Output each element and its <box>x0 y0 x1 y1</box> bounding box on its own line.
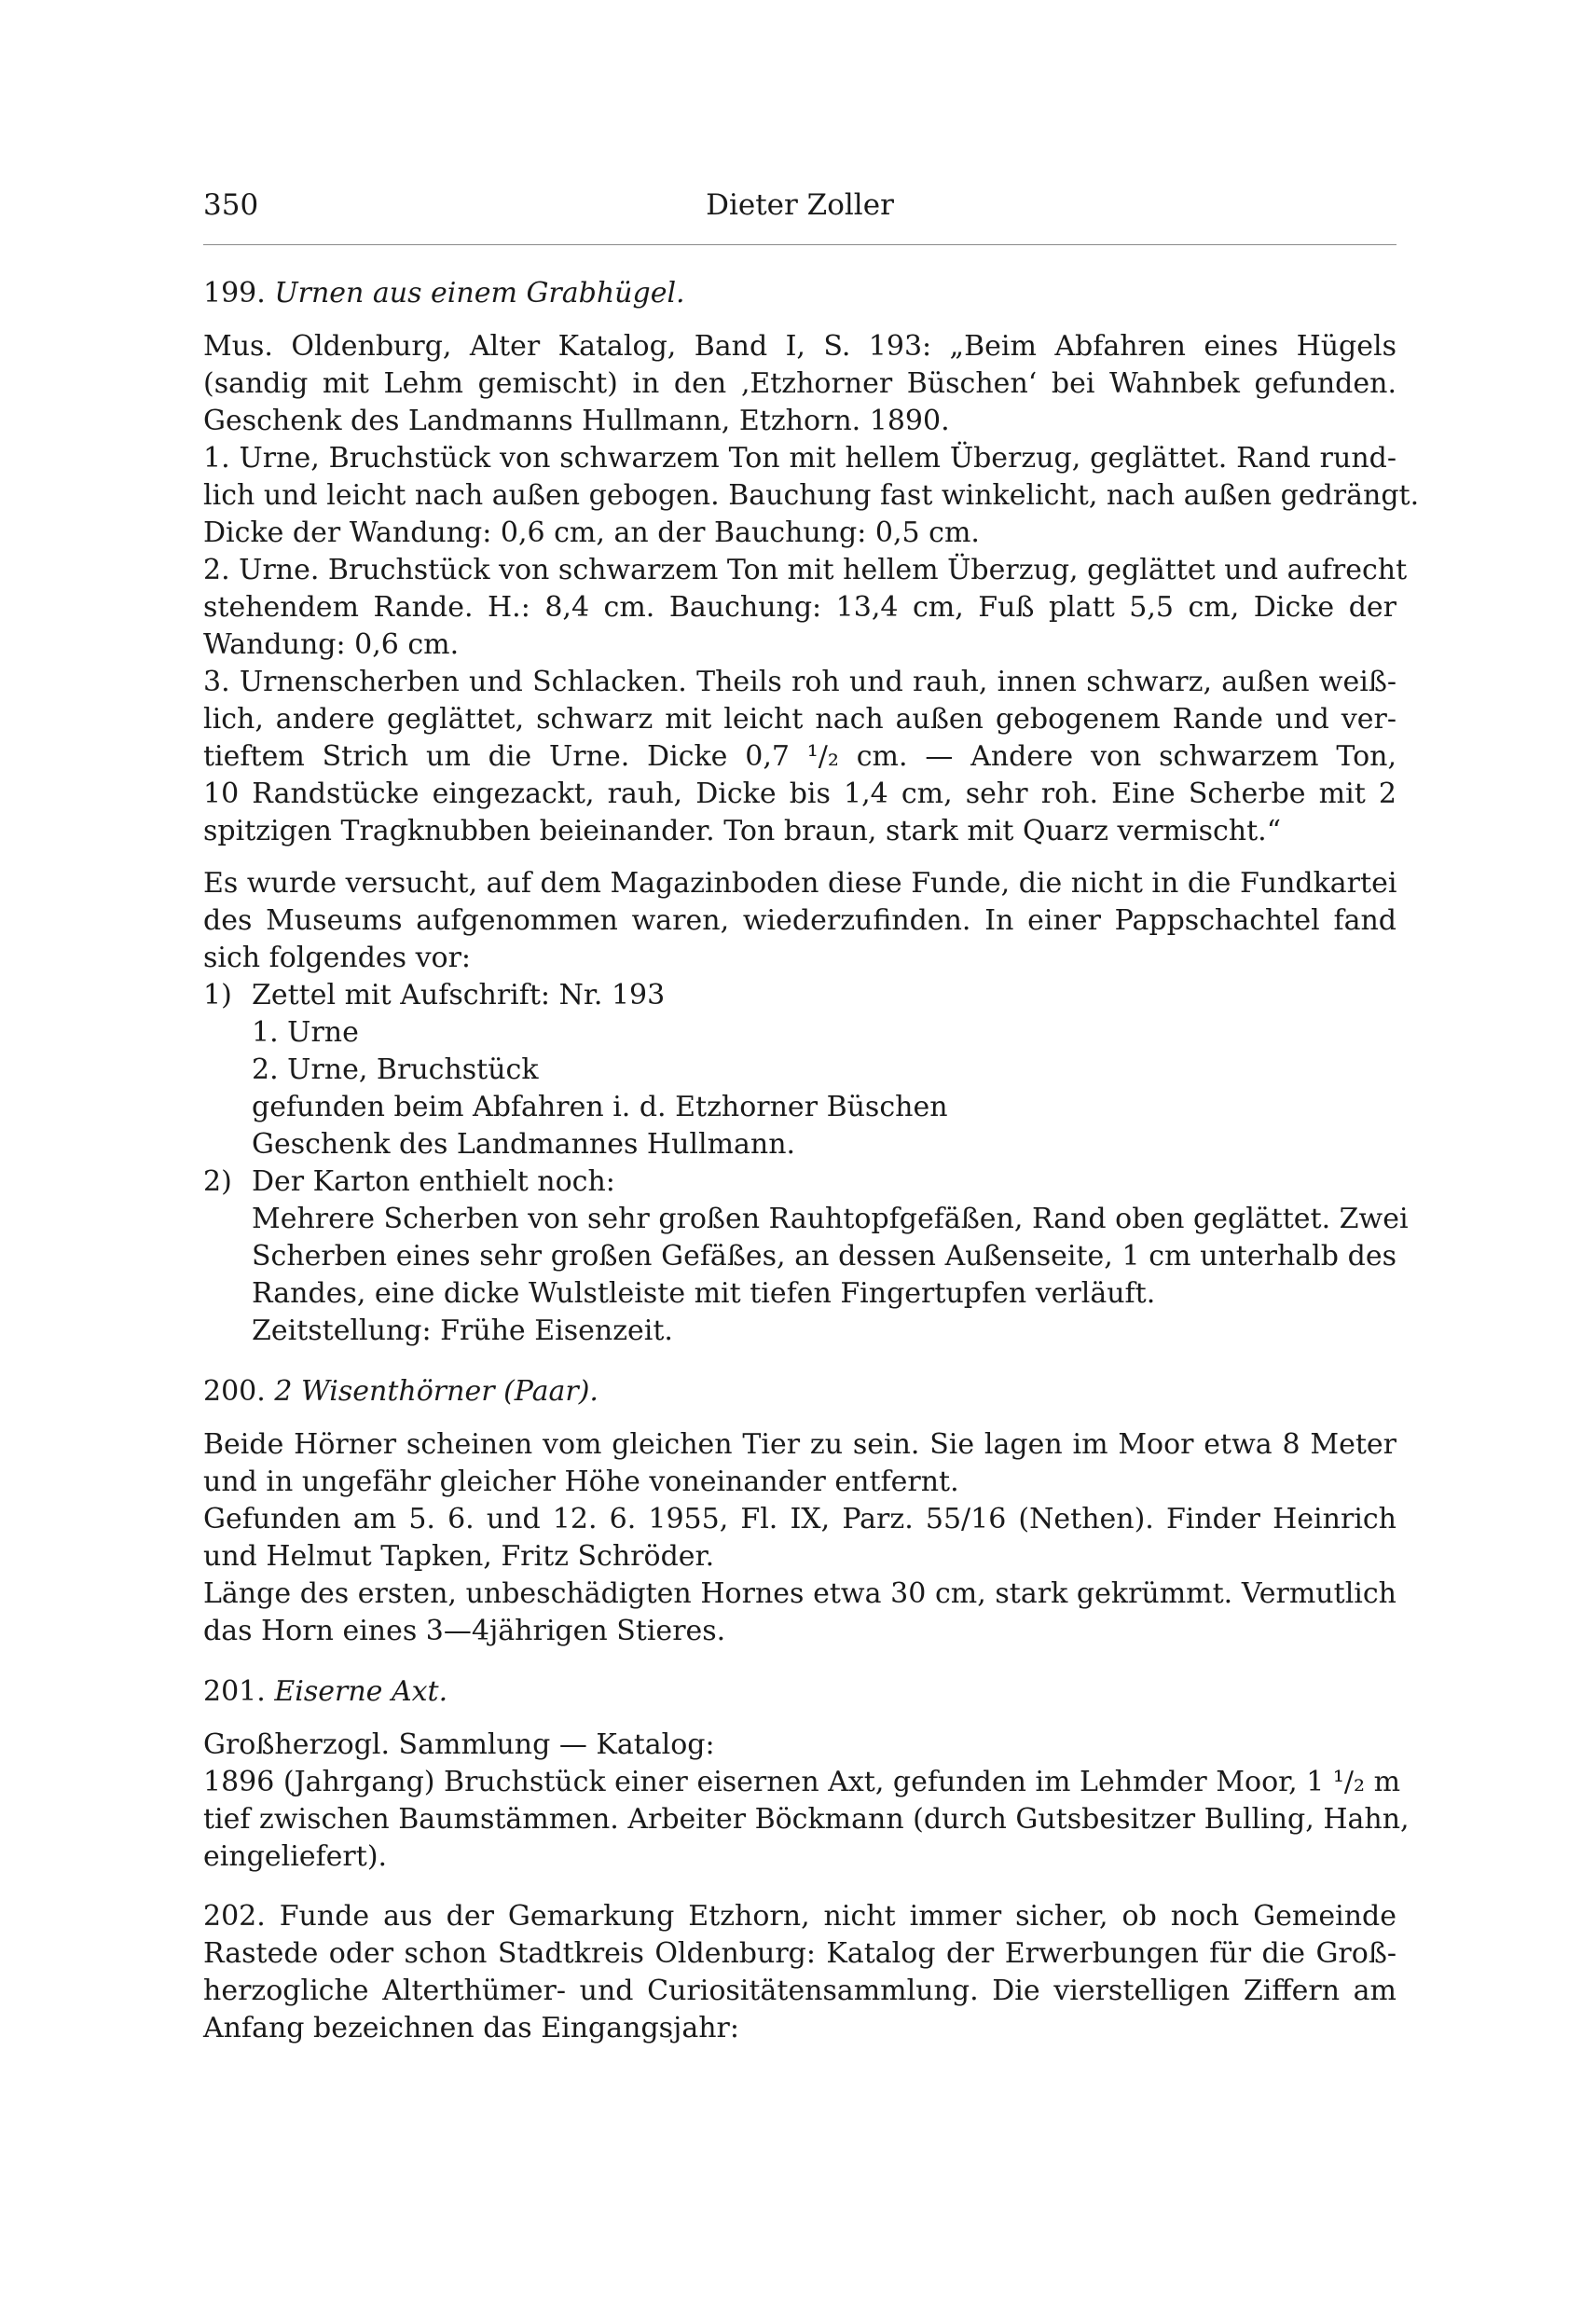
text-line: eingeliefert). <box>203 1840 388 1873</box>
list-item-1 <box>203 977 1396 1163</box>
text-line: tieftem Strich um die Urne. Dicke 0,7 ¹/₂ cm. — Andere von schwarzem Ton, <box>203 740 1396 773</box>
entry-title: Urnen aus einem Grabhügel. <box>274 277 685 310</box>
page-header <box>203 188 1396 235</box>
text-line: das Horn eines 3—4jährigen Stieres. <box>203 1615 726 1647</box>
text-line <box>203 977 1396 1014</box>
list-item-2 <box>203 1163 1409 1350</box>
text-line: Anfang bezeichnen das Eingangsjahr: <box>203 2012 740 2044</box>
list-text: Zettel mit Aufschrift: Nr. 193 <box>252 979 666 1012</box>
text-line: Wandung: 0,6 cm. <box>203 628 460 661</box>
entry-200-heading <box>203 1372 1396 1411</box>
header-rule <box>203 244 1396 245</box>
text-line: lich und leicht nach außen gebogen. Bauchung fast winkelicht, nach außen gedrängt. <box>203 479 1420 512</box>
text-line: Gefunden am 5. 6. und 12. 6. 1955, Fl. IX, Parz. 55/16 (Nethen). Finder Heinrich <box>203 1503 1396 1535</box>
entry-number: 200. <box>203 1375 266 1408</box>
text-line <box>203 1163 1396 1201</box>
text-line: 2. Urne, Bruchstück <box>252 1053 539 1086</box>
list-label: 1) <box>203 979 232 1012</box>
running-head-author: Dieter Zoller <box>706 188 894 222</box>
text-line: Beide Hörner scheinen vom gleichen Tier zu sein. Sie lagen im Moor etwa 8 Meter <box>203 1428 1396 1461</box>
entry-title: Eiserne Axt. <box>274 1675 448 1708</box>
entry-199-heading <box>203 274 1396 313</box>
text-line: Rastede oder schon Stadtkreis Oldenburg: Katalog der Erwerbungen für die Groß- <box>203 1937 1396 1970</box>
entry-200-text <box>203 1426 1396 1650</box>
text-line: Es wurde versucht, auf dem Magazinboden diese Funde, die nicht in die Fundkartei <box>203 867 1397 900</box>
text-line: 1. Urne, Bruchstück von schwarzem Ton mit hellem Überzug, geglättet. Rand rund- <box>203 442 1396 475</box>
entry-202-text <box>203 1898 1396 2047</box>
text-line: herzogliche Alterthümer- und Curiositätensammlung. Die vierstelligen Ziffern am <box>203 1975 1396 2007</box>
list-text: Der Karton enthielt noch: <box>252 1165 615 1198</box>
text-line: Mus. Oldenburg, Alter Katalog, Band I, S. 193: „Beim Abfahren eines Hügels <box>203 330 1396 363</box>
text-line: Scherben eines sehr großen Gefäßes, an dessen Außenseite, 1 cm unterhalb des <box>252 1240 1396 1273</box>
text-line: 1896 (Jahrgang) Bruchstück einer eisernen Axt, gefunden im Lehmder Moor, 1 ¹/₂ m <box>203 1766 1401 1798</box>
text-line: und in ungefähr gleicher Höhe voneinander entfernt. <box>203 1466 959 1498</box>
text-line: lich, andere geglättet, schwarz mit leicht nach außen gebogenem Rande und ver- <box>203 703 1396 736</box>
entry-number: 201. <box>203 1675 266 1708</box>
text-line: Zeitstellung: Frühe Eisenzeit. <box>252 1314 673 1347</box>
text-line: Länge des ersten, unbeschädigten Hornes etwa 30 cm, stark gekrümmt. Vermutlich <box>203 1577 1396 1610</box>
entry-199-catalog-quote <box>203 328 1420 850</box>
text-line: 10 Randstücke eingezackt, rauh, Dicke bis 1,4 cm, sehr roh. Eine Scherbe mit 2 <box>203 778 1396 810</box>
entry-201-text <box>203 1727 1410 1876</box>
text-line: Geschenk des Landmannes Hullmann. <box>252 1128 796 1161</box>
body-text <box>203 274 1420 2047</box>
entry-title: 2 Wisenthörner (Paar). <box>274 1375 598 1408</box>
text-line: Mehrere Scherben von sehr großen Rauhtopfgefäßen, Rand oben geglättet. Zwei <box>252 1203 1409 1235</box>
text-line: des Museums aufgenommen waren, wiederzufinden. In einer Pappschachtel fand <box>203 904 1396 937</box>
text-line: Geschenk des Landmanns Hullmann, Etzhorn. 1890. <box>203 405 950 437</box>
text-line: tief zwischen Baumstämmen. Arbeiter Böckmann (durch Gutsbesitzer Bulling, Hahn, <box>203 1803 1410 1836</box>
entry-number: 199. <box>203 277 266 310</box>
text-line: und Helmut Tapken, Fritz Schröder. <box>203 1540 715 1573</box>
text-line: spitzigen Tragknubben beieinander. Ton braun, stark mit Quarz vermischt.“ <box>203 815 1282 847</box>
text-line: 3. Urnenscherben und Schlacken. Theils roh und rauh, innen schwarz, außen weiß- <box>203 666 1396 698</box>
text-line: stehendem Rande. H.: 8,4 cm. Bauchung: 13,4 cm, Fuß platt 5,5 cm, Dicke der <box>203 591 1396 624</box>
entry-201-heading <box>203 1672 1396 1712</box>
entry-199-paragraph <box>203 865 1396 977</box>
text-line: 202. Funde aus der Gemarkung Etzhorn, nicht immer sicher, ob noch Gemeinde <box>203 1900 1396 1933</box>
text-line: Großherzogl. Sammlung — Katalog: <box>203 1728 715 1761</box>
text-line: 2. Urne. Bruchstück von schwarzem Ton mit hellem Überzug, geglättet und aufrecht <box>203 554 1408 586</box>
text-line: 1. Urne <box>252 1016 359 1049</box>
text-line: Randes, eine dicke Wulstleiste mit tiefen Fingertupfen verläuft. <box>252 1277 1156 1310</box>
list-label: 2) <box>203 1165 232 1198</box>
text-line: (sandig mit Lehm gemischt) in den ‚Etzhorner Büschen‘ bei Wahnbek gefunden. <box>203 367 1396 400</box>
page-number: 350 <box>203 188 259 222</box>
text-line: Dicke der Wandung: 0,6 cm, an der Bauchung: 0,5 cm. <box>203 516 980 549</box>
text-line: gefunden beim Abfahren i. d. Etzhorner Büschen <box>252 1091 948 1123</box>
text-line: sich folgendes vor: <box>203 942 472 974</box>
